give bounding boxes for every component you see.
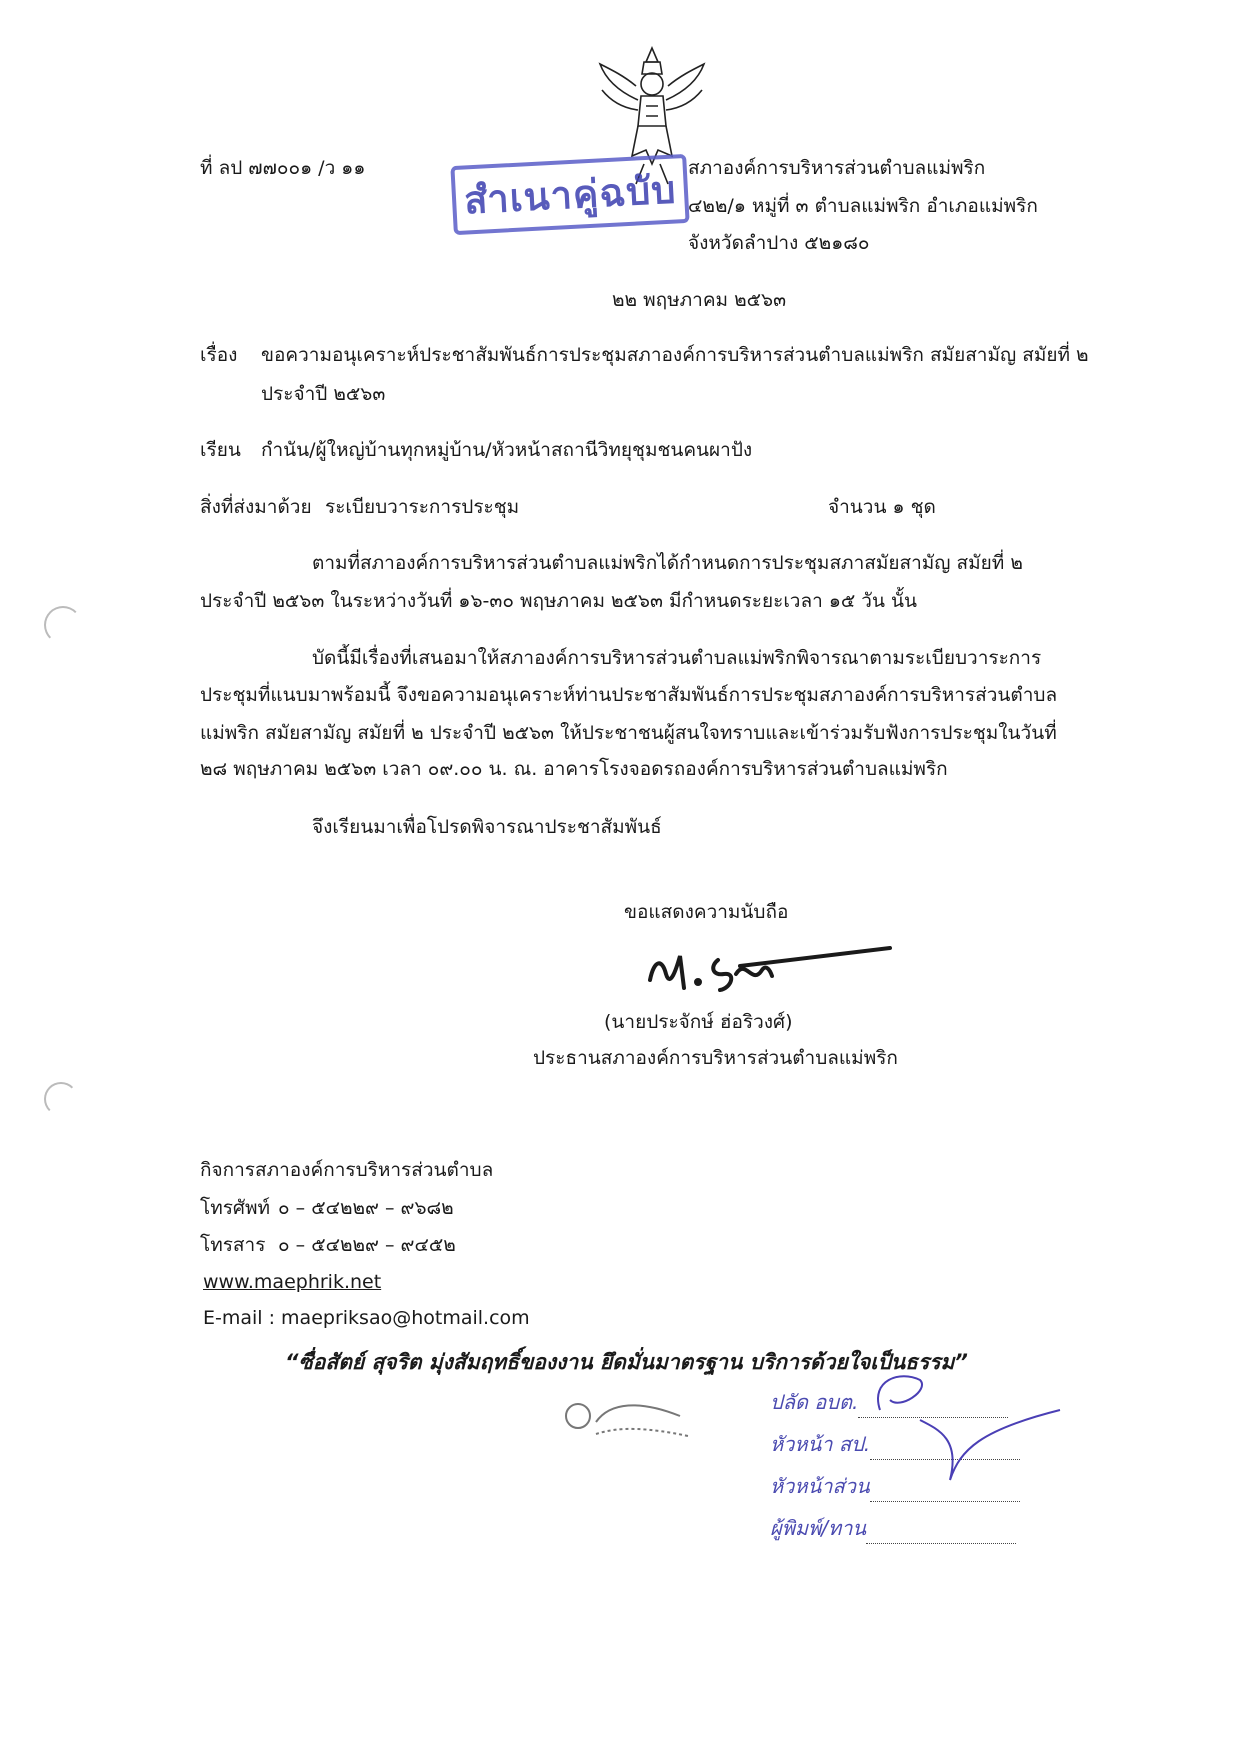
organization-motto: “ซื่อสัตย์ สุจริต มุ่งสัมฤทธิ์ของงาน ยึดมั่นมาตรฐาน บริการด้วยใจเป็นธรรม”	[285, 1350, 968, 1374]
scan-mark	[44, 1082, 78, 1116]
body-paragraph-2-line-4: ๒๘ พฤษภาคม ๒๕๖๓ เวลา ๐๙.๐๐ น. ณ. อาคารโรงจอดรถองค์การบริหารส่วนตำบลแม่พริก	[200, 758, 948, 780]
routing-label-3: หัวหน้าส่วน	[770, 1474, 870, 1498]
routing-initials	[860, 1370, 1080, 1490]
signer-position: ประธานสภาองค์การบริหารส่วนตำบลแม่พริก	[533, 1047, 898, 1069]
enclosure-count: จำนวน ๑ ชุด	[828, 496, 936, 518]
enclosure-label: สิ่งที่ส่งมาด้วย	[200, 496, 312, 518]
body-paragraph-1-line-1: ตามที่สภาองค์การบริหารส่วนตำบลแม่พริกได้กำหนดการประชุมสภาสมัยสามัญ สมัยที่ ๒	[312, 552, 1023, 574]
body-paragraph-2-line-1: บัดนี้มีเรื่องที่เสนอมาให้สภาองค์การบริหารส่วนตำบลแม่พริกพิจารณาตามระเบียบวาระการ	[312, 647, 1042, 669]
phone-label: โทรศัพท์	[200, 1197, 271, 1219]
closing-request: จึงเรียนมาเพื่อโปรดพิจารณาประชาสัมพันธ์	[312, 816, 662, 838]
body-paragraph-2-line-3: แม่พริก สมัยสามัญ สมัยที่ ๒ ประจำปี ๒๕๖๓ ให้ประชาชนผู้สนใจทราบและเข้าร่วมรับฟังการประชุมในวันที่	[200, 722, 1057, 744]
address-line-1: ๔๒๒/๑ หมู่ที่ ๓ ตำบลแม่พริก อำเภอแม่พริก	[688, 195, 1038, 217]
handwritten-signature	[640, 930, 900, 1010]
email-address[interactable]: E-mail : maepriksao@hotmail.com	[203, 1307, 530, 1329]
to-recipient: กำนัน/ผู้ใหญ่บ้านทุกหมู่บ้าน/หัวหน้าสถานีวิทยุชุมชนคนผาปัง	[261, 439, 753, 461]
closing-salutation: ขอแสดงความนับถือ	[624, 901, 789, 923]
fax-number: ๐ – ๕๔๒๒๙ – ๙๔๕๒	[278, 1234, 456, 1256]
routing-label-1: ปลัด อบต.	[770, 1390, 859, 1414]
signer-name: (นายประจักษ์ ฮ่อริวงศ์)	[604, 1011, 793, 1033]
phone-number: ๐ – ๕๔๒๒๙ – ๙๖๘๒	[278, 1197, 454, 1219]
routing-label-2: หัวหน้า สป.	[770, 1432, 871, 1456]
fax-label: โทรสาร	[200, 1234, 266, 1256]
website-link[interactable]: www.maephrik.net	[203, 1271, 382, 1293]
subject-label: เรื่อง	[200, 344, 238, 366]
address-line-2: จังหวัดลำปาง ๕๒๑๘๐	[688, 232, 870, 254]
department-name: กิจการสภาองค์การบริหารส่วนตำบล	[200, 1159, 494, 1181]
to-label: เรียน	[200, 439, 241, 461]
lampang-logo	[560, 1386, 700, 1446]
scan-mark	[44, 606, 82, 644]
reference-number: ที่ ลป ๗๗๐๐๑ /ว ๑๑	[200, 157, 366, 179]
body-paragraph-2-line-2: ประชุมที่แนบมาพร้อมนี้ จึงขอความอนุเคราะห์ท่านประชาสัมพันธ์การประชุมสภาองค์การบริหารส่วนตำบล	[200, 684, 1058, 706]
letter-date: ๒๒ พฤษภาคม ๒๕๖๓	[612, 289, 787, 311]
phone-row	[200, 1196, 454, 1220]
fax-row	[200, 1233, 456, 1257]
enclosure-item: ระเบียบวาระการประชุม	[325, 496, 520, 518]
routing-dots	[866, 1525, 1016, 1544]
subject-line-1: ขอความอนุเคราะห์ประชาสัมพันธ์การประชุมสภาองค์การบริหารส่วนตำบลแม่พริก สมัยสามัญ สมัยที่ ๒	[261, 344, 1089, 366]
routing-label-4: ผู้พิมพ์/ทาน	[770, 1516, 867, 1540]
copy-stamp: สำเนาคู่ฉบับ	[450, 154, 690, 235]
routing-row-4	[770, 1512, 1016, 1544]
subject-line-2: ประจำปี ๒๕๖๓	[261, 383, 386, 405]
org-name: สภาองค์การบริหารส่วนตำบลแม่พริก	[688, 157, 986, 179]
body-paragraph-1-line-2: ประจำปี ๒๕๖๓ ในระหว่างวันที่ ๑๖-๓๐ พฤษภาคม ๒๕๖๓ มีกำหนดระยะเวลา ๑๕ วัน นั้น	[200, 590, 917, 612]
